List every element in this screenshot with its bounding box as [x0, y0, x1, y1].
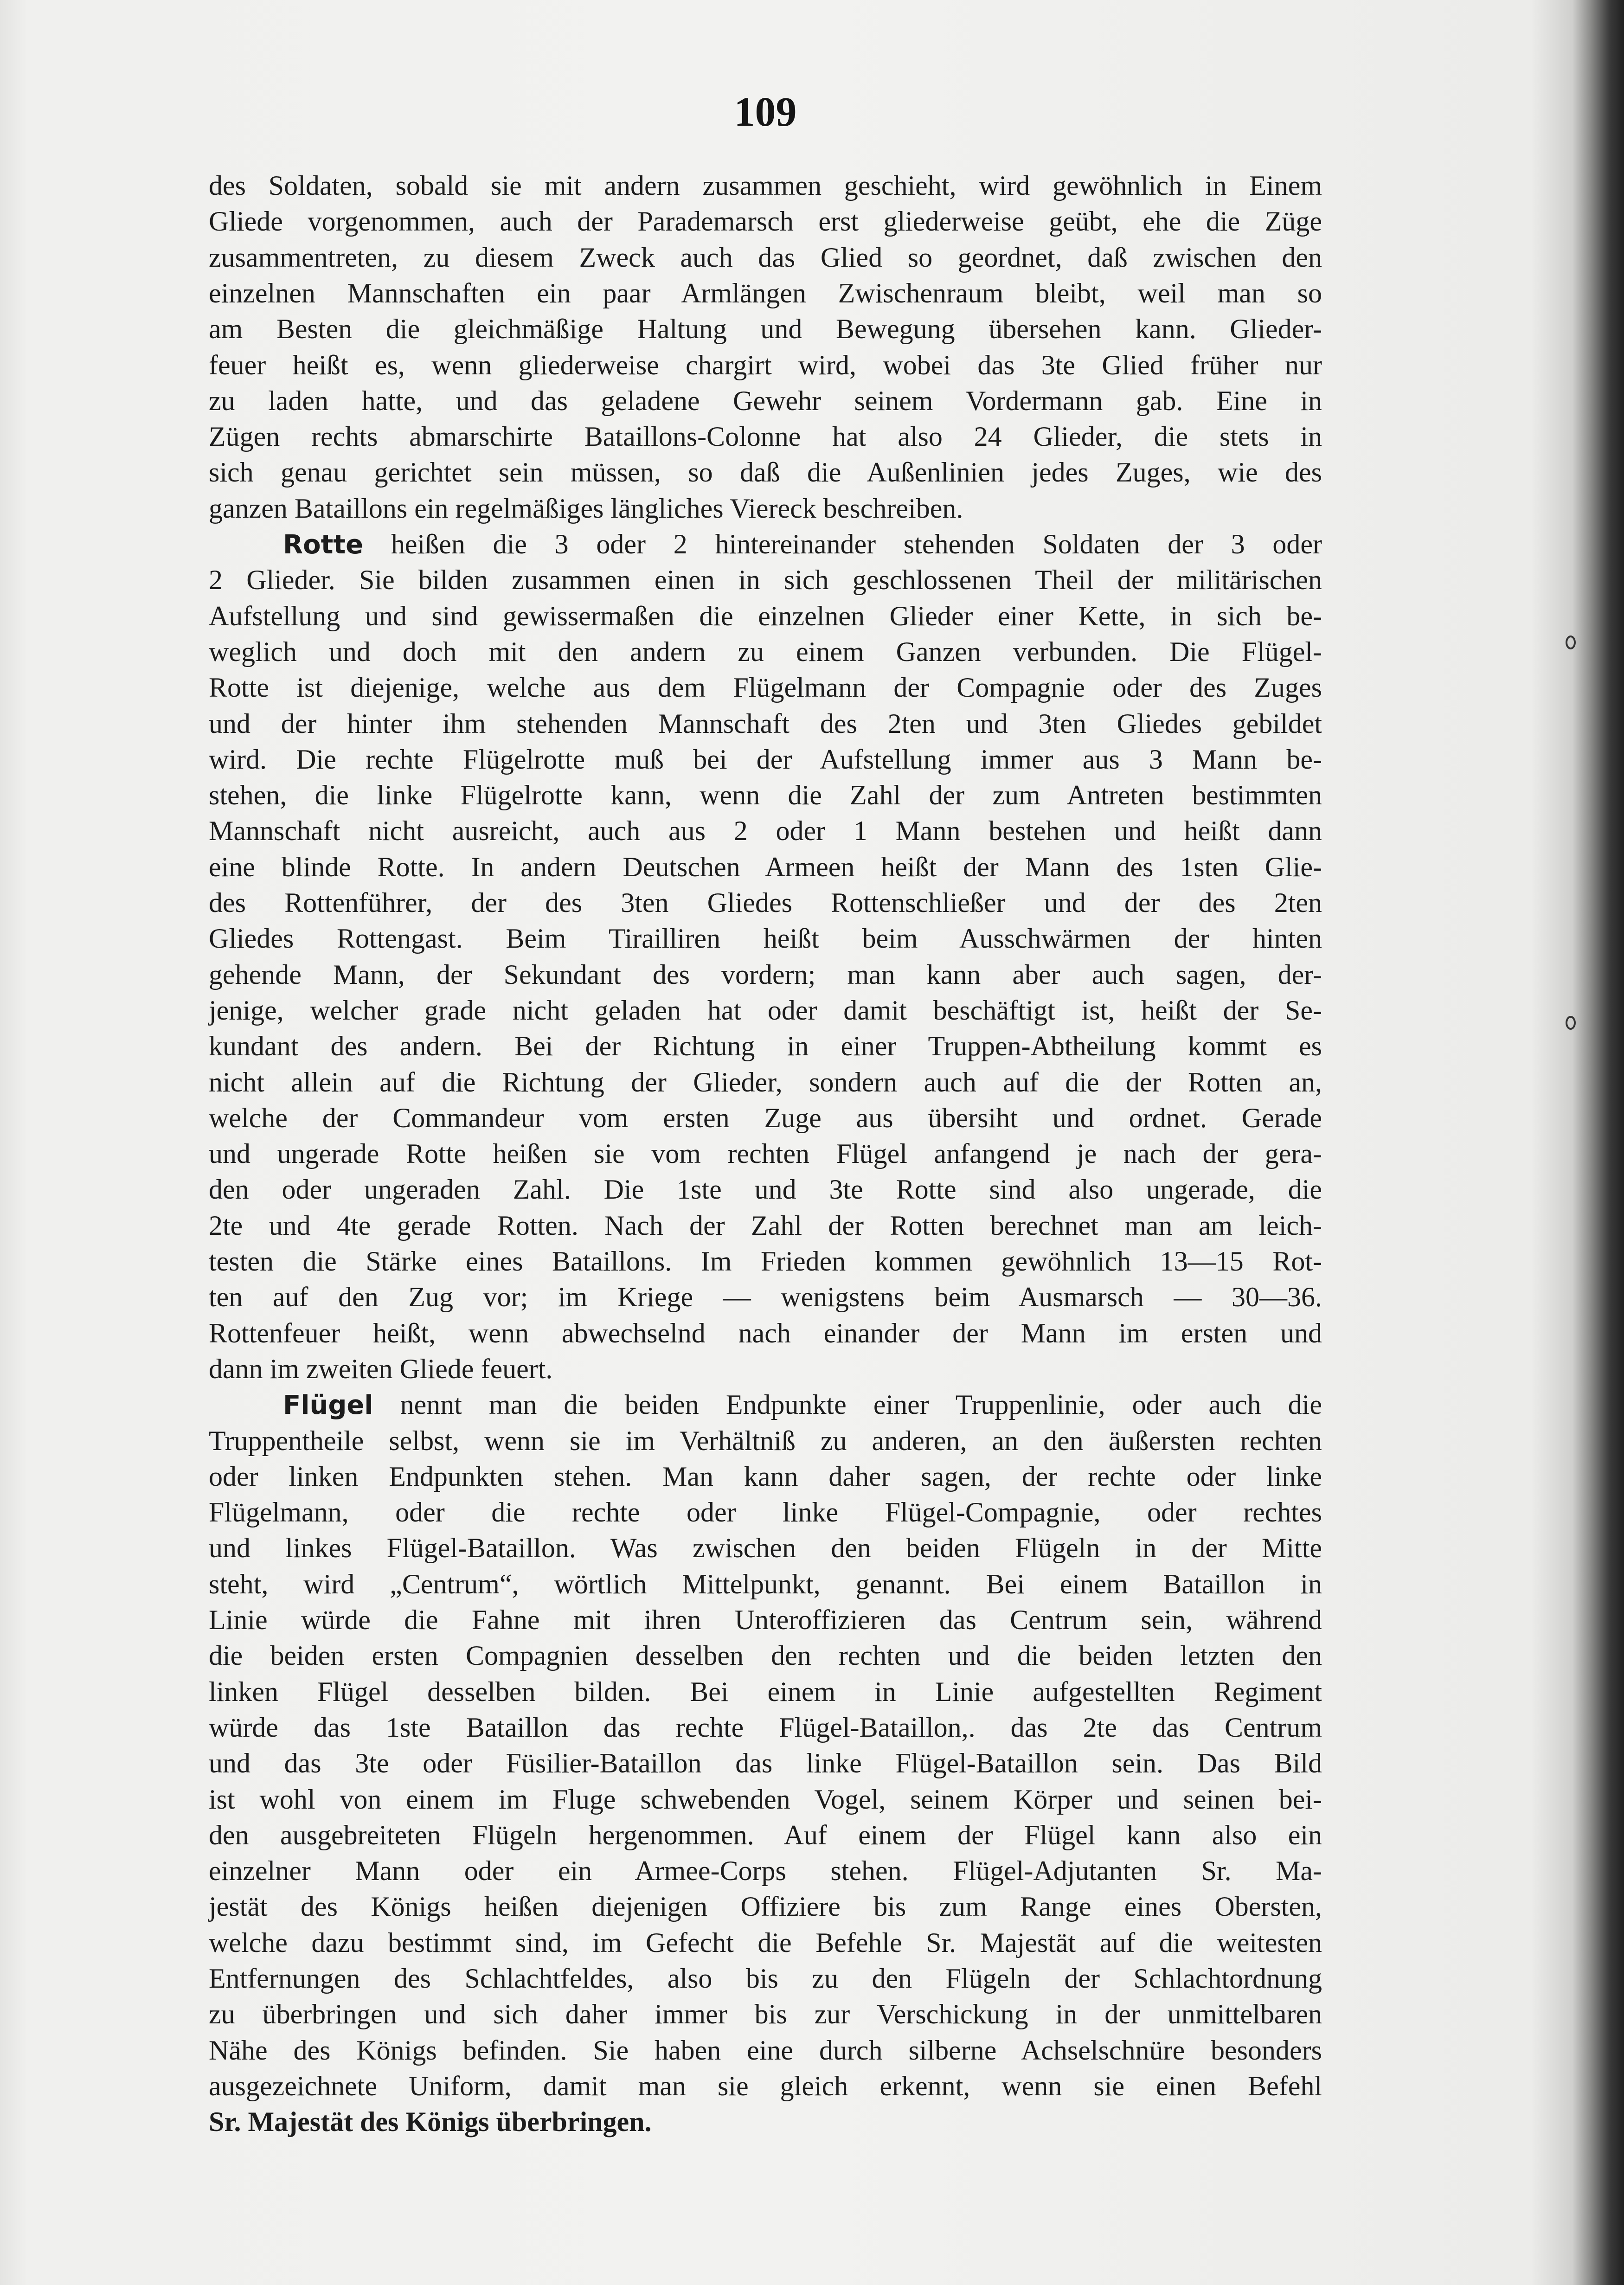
- margin-mark: [1566, 1016, 1576, 1030]
- headword: Rotte: [283, 530, 364, 560]
- text-line: [209, 598, 1322, 634]
- text-line: [209, 742, 1322, 777]
- margin-mark: [1566, 635, 1576, 649]
- line-text: weglich und doch mit den andern zu einem Ganzen verbunden. Die Flügel-: [209, 636, 1322, 667]
- line-text: und der hinter ihm stehenden Mannschaft des 2ten und 3ten Gliedes gebildet: [209, 708, 1322, 739]
- line-text: Truppentheile selbst, wenn sie im Verhältniß zu anderen, an den äußersten rechten: [209, 1425, 1322, 1456]
- text-line: [209, 1710, 1322, 1746]
- line-text: nicht allein auf die Richtung der Glieder, sondern auch auf die der Rotten an,: [209, 1066, 1322, 1098]
- text-line: [209, 491, 1322, 526]
- text-line: [209, 634, 1322, 670]
- line-text: Rotte ist diejenige, welche aus dem Flügelmann der Compagnie oder des Zuges: [209, 672, 1322, 703]
- text-line: [209, 1961, 1322, 1996]
- text-line: [209, 1065, 1322, 1100]
- text-line: [209, 2068, 1322, 2104]
- text-line: [209, 1674, 1322, 1710]
- line-text: welche der Commandeur vom ersten Zuge aus übersiht und ordnet. Gerade: [209, 1102, 1322, 1133]
- line-text: den ausgebreiteten Flügeln hergenommen. Auf einem der Flügel kann also ein: [209, 1819, 1322, 1850]
- line-text: zusammentreten, zu diesem Zweck auch das Glied so geordnet, daß zwischen den: [209, 242, 1322, 273]
- line-text: am Besten die gleichmäßige Haltung und Bewegung übersehen kann. Glieder-: [209, 314, 1322, 345]
- text-line: [209, 849, 1322, 885]
- line-text: und linkes Flügel-Bataillon. Was zwischen den beiden Flügeln in der Mitte: [209, 1533, 1322, 1564]
- line-text: Nähe des Königs befinden. Sie haben eine durch silberne Achselschnüre besonders: [209, 2035, 1322, 2066]
- text-line: [209, 1817, 1322, 1853]
- text-line: [209, 240, 1322, 276]
- text-line: [209, 276, 1322, 311]
- line-text: ist wohl von einem im Fluge schwebenden Vogel, seinem Körper und seinen bei-: [209, 1784, 1322, 1815]
- line-text: einzelnen Mannschaften ein paar Armlängen Zwischenraum bleibt, weil man so: [209, 277, 1322, 308]
- text-line: [209, 1996, 1322, 2032]
- line-text: gehende Mann, der Sekundant des vordern; man kann aber auch sagen, der-: [209, 959, 1322, 990]
- text-line: [209, 2104, 1322, 2140]
- text-line: [209, 706, 1322, 742]
- text-line: [209, 921, 1322, 956]
- line-text: Rottenfeuer heißt, wenn abwechselnd nach einander der Mann im ersten und: [209, 1317, 1322, 1348]
- text-line: [209, 957, 1322, 993]
- line-text: Linie würde die Fahne mit ihren Unteroffizieren das Centrum sein, während: [209, 1605, 1322, 1635]
- text-line: [209, 777, 1322, 813]
- line-text: Gliede vorgenommen, auch der Parademarsch erst gliederweise geübt, ehe die Züge: [209, 206, 1322, 237]
- text-line: [209, 1423, 1322, 1459]
- text-line: [209, 311, 1322, 347]
- text-line: [209, 1853, 1322, 1889]
- line-text: jestät des Königs heißen diejenigen Offiziere bis zum Range eines Obersten,: [209, 1891, 1322, 1922]
- text-line: [209, 383, 1322, 419]
- text-line: [209, 347, 1322, 383]
- line-text: testen die Stärke eines Bataillons. Im Frieden kommen gewöhnlich 13—15 Rot-: [209, 1246, 1322, 1277]
- line-text: Sr. Majestät des Königs überbringen.: [209, 2106, 652, 2137]
- line-text: Flügelmann, oder die rechte oder linke Flügel-Compagnie, oder rechtes: [209, 1497, 1322, 1528]
- line-text: den oder ungeraden Zahl. Die 1ste und 3te Rotte sind also ungerade, die: [209, 1174, 1322, 1205]
- line-text: Gliedes Rottengast. Beim Tirailliren heißt beim Ausschwärmen der hinten: [209, 923, 1322, 954]
- line-text: und das 3te oder Füsilier-Bataillon das linke Flügel-Bataillon sein. Das Bild: [209, 1748, 1322, 1779]
- text-line: [209, 1244, 1322, 1279]
- line-text: würde das 1ste Bataillon das rechte Flügel-Bataillon,. das 2te das Centrum: [209, 1712, 1322, 1743]
- text-line: [209, 1495, 1322, 1530]
- text-line: [209, 562, 1322, 598]
- line-text: kundant des andern. Bei der Richtung in einer Truppen-Abtheilung kommt es: [209, 1031, 1322, 1062]
- line-text: welche dazu bestimmt sind, im Gefecht die Befehle Sr. Majestät auf die weitesten: [209, 1927, 1322, 1958]
- headword: Flügel: [283, 1390, 373, 1421]
- text-line: [209, 1172, 1322, 1207]
- line-text: des Soldaten, sobald sie mit andern zusammen geschieht, wird gewöhnlich in Einem: [209, 170, 1322, 201]
- text-line: [209, 1459, 1322, 1495]
- text-line: [209, 168, 1322, 204]
- line-text: 2te und 4te gerade Rotten. Nach der Zahl der Rotten berechnet man am leich-: [209, 1210, 1322, 1241]
- text-line: [209, 1566, 1322, 1602]
- text-line: [209, 1925, 1322, 1961]
- text-line: [209, 1351, 1322, 1387]
- line-text: Aufstellung und sind gewissermaßen die einzelnen Glieder einer Kette, in sich be-: [209, 600, 1322, 631]
- text-line: [209, 204, 1322, 239]
- text-line: [209, 1028, 1322, 1064]
- text-line: [209, 1136, 1322, 1172]
- line-text: Zügen rechts abmarschirte Bataillons-Colonne hat also 24 Glieder, die stets in: [209, 421, 1322, 452]
- text-line: [209, 1782, 1322, 1817]
- line-text: heißen die 3 oder 2 hintereinander stehenden Soldaten der 3 oder: [363, 529, 1322, 559]
- line-text: dann im zweiten Gliede feuert.: [209, 1353, 553, 1384]
- text-line: [209, 670, 1322, 706]
- line-text: zu laden hatte, und das geladene Gewehr seinem Vordermann gab. Eine in: [209, 385, 1322, 416]
- line-text: stehen, die linke Flügelrotte kann, wenn die Zahl der zum Antreten bestimmten: [209, 780, 1322, 811]
- line-text: linken Flügel desselben bilden. Bei einem in Linie aufgestellten Regiment: [209, 1676, 1322, 1707]
- text-line: [209, 2033, 1322, 2068]
- line-text: 2 Glieder. Sie bilden zusammen einen in sich geschlossenen Theil der militärischen: [209, 565, 1322, 596]
- text-line: [209, 993, 1322, 1028]
- text-line: [209, 885, 1322, 921]
- line-text: jenige, welcher grade nicht geladen hat oder damit beschäftigt ist, heißt der Se-: [209, 995, 1322, 1026]
- text-line: [209, 813, 1322, 849]
- paragraph-first-line: [283, 1387, 1322, 1423]
- paragraph-first-line: [283, 526, 1322, 562]
- line-text: feuer heißt es, wenn gliederweise chargirt wird, wobei das 3te Glied früher nur: [209, 349, 1322, 380]
- text-line: [209, 1746, 1322, 1781]
- text-line: [209, 1316, 1322, 1351]
- text-line: [209, 1279, 1322, 1315]
- line-text: ganzen Bataillons ein regelmäßiges längliches Viereck beschreiben.: [209, 493, 963, 524]
- text-line: [209, 1602, 1322, 1638]
- line-text: nennt man die beiden Endpunkte einer Truppenlinie, oder auch die: [373, 1389, 1322, 1420]
- line-text: einzelner Mann oder ein Armee-Corps stehen. Flügel-Adjutanten Sr. Ma-: [209, 1855, 1322, 1887]
- text-line: [209, 419, 1322, 455]
- line-text: sich genau gerichtet sein müssen, so daß die Außenlinien jedes Zuges, wie des: [209, 457, 1322, 488]
- text-line: [209, 1530, 1322, 1566]
- line-text: oder linken Endpunkten stehen. Man kann daher sagen, der rechte oder linke: [209, 1461, 1322, 1492]
- line-text: des Rottenführer, der des 3ten Gliedes Rottenschließer und der des 2ten: [209, 887, 1322, 918]
- line-text: Mannschaft nicht ausreicht, auch aus 2 oder 1 Mann bestehen und heißt dann: [209, 815, 1322, 847]
- line-text: ausgezeichnete Uniform, damit man sie gleich erkennt, wenn sie einen Befehl: [209, 2070, 1322, 2101]
- line-text: ten auf den Zug vor; im Kriege — wenigstens beim Ausmarsch — 30—36.: [209, 1282, 1322, 1313]
- text-line: [209, 1208, 1322, 1244]
- text-line: [209, 455, 1322, 490]
- line-text: zu überbringen und sich daher immer bis zur Verschickung in der unmittelbaren: [209, 1999, 1322, 2030]
- text-line: [209, 1638, 1322, 1674]
- line-text: eine blinde Rotte. In andern Deutschen Armeen heißt der Mann des 1sten Glie-: [209, 851, 1322, 882]
- line-text: die beiden ersten Compagnien desselben den rechten und die beiden letzten den: [209, 1640, 1322, 1671]
- text-line: [209, 1889, 1322, 1925]
- line-text: Entfernungen des Schlachtfeldes, also bis zu den Flügeln der Schlachtordnung: [209, 1963, 1322, 1994]
- line-text: steht, wird „Centrum“, wörtlich Mittelpunkt, genannt. Bei einem Bataillon in: [209, 1568, 1322, 1599]
- line-text: und ungerade Rotte heißen sie vom rechten Flügel anfangend je nach der gera-: [209, 1138, 1322, 1169]
- page-number: 109: [734, 89, 797, 135]
- line-text: wird. Die rechte Flügelrotte muß bei der Aufstellung immer aus 3 Mann be-: [209, 744, 1322, 775]
- text-line: [209, 1100, 1322, 1136]
